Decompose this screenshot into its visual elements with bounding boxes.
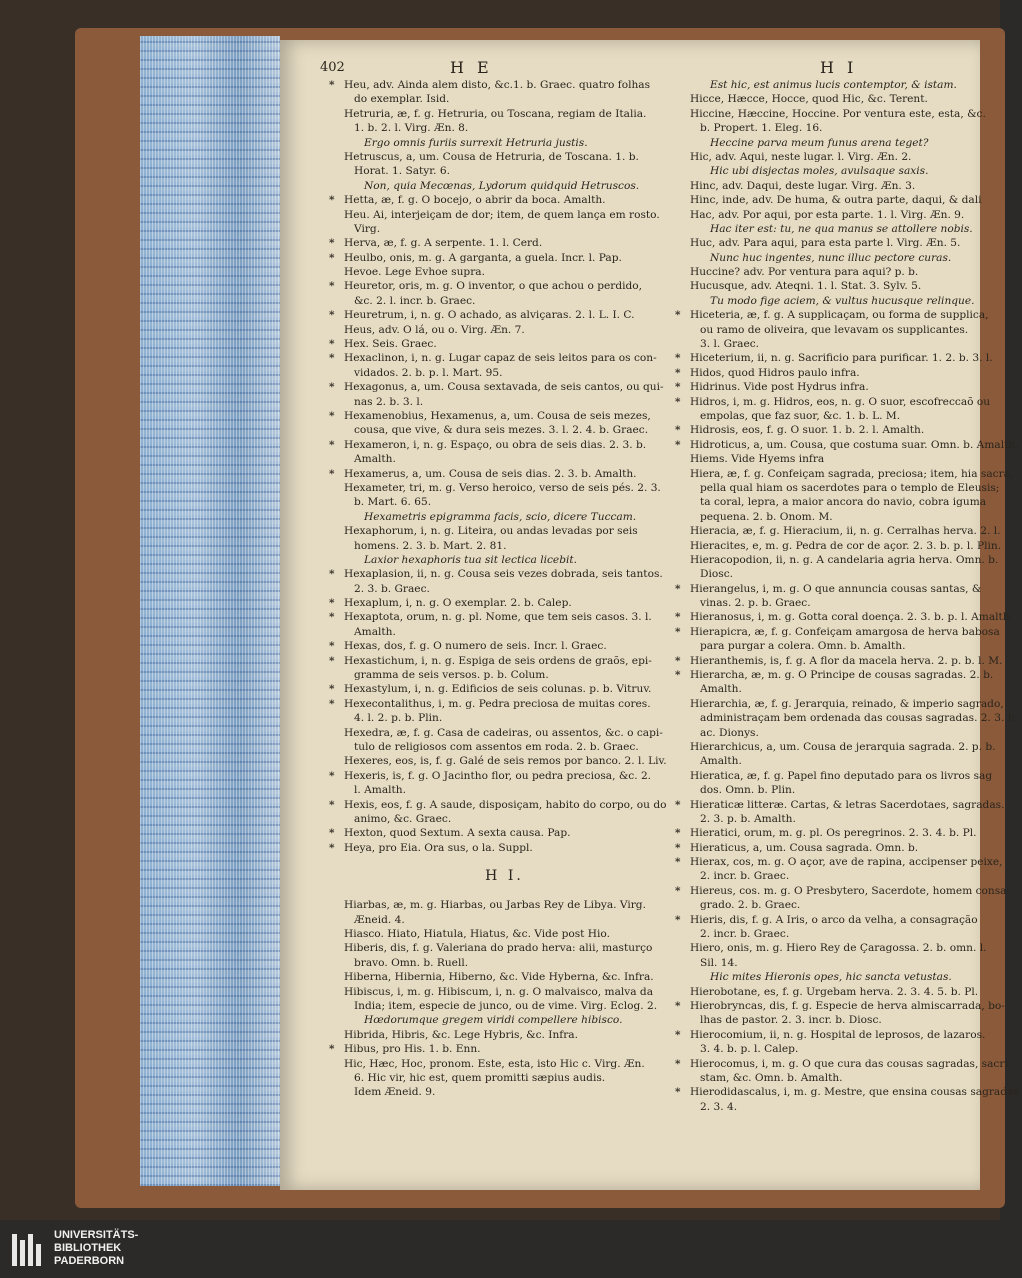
- entry-text: 2. 3. 4.: [700, 1100, 738, 1113]
- entry-line: [332, 452, 677, 466]
- entry-line: [332, 941, 677, 955]
- entry-line: [678, 265, 978, 279]
- entry-line: [332, 596, 677, 610]
- entry-line: [332, 654, 677, 668]
- entry-line: [678, 927, 978, 941]
- entry-text: Herva, æ, f. g. A serpente. 1. l. Cerd.: [344, 237, 543, 250]
- entry-text: Hiero, onis, m. g. Hiero Rey de Çaragossa. 2. b. omn. l.: [690, 942, 987, 955]
- entry-text: homens. 2. 3. b. Mart. 2. 81.: [354, 539, 507, 552]
- entry-text: stam, &c. Omn. b. Amalth.: [700, 1071, 843, 1084]
- entry-text: Hexamenobius, Hexamenus, a, um. Cousa de seis mezes,: [344, 409, 651, 422]
- entry-line: [332, 236, 677, 250]
- entry-text: Hieris, dis, f. g. A Iris, o arco da velha, a consagração: [690, 913, 978, 926]
- entry-text: 3. l. Graec.: [700, 338, 760, 351]
- entry-text: Heuretrum, i, n. g. O achado, as alviçaras. 2. l. L. I. C.: [344, 309, 635, 322]
- entry-line: [332, 1085, 677, 1099]
- entry-text: ou ramo de oliveira, que levavam os supplicantes.: [700, 323, 969, 336]
- entry-text: Hiberis, dis, f. g. Valeriana do prado herva: alii, masturço: [344, 942, 653, 955]
- entry-text: Hevoe. Lege Evhoe supra.: [344, 266, 485, 279]
- entry-line: [332, 409, 677, 423]
- entry-line: [678, 869, 978, 883]
- entry-line: [332, 841, 677, 855]
- entry-line: [678, 1100, 978, 1114]
- entry-text: pequena. 2. b. Onom. M.: [700, 510, 833, 523]
- entry-text: Amalth.: [354, 625, 396, 638]
- entry-text: Hierobryncas, dis, f. g. Especie de herva almiscarrada, bo-: [690, 1000, 1005, 1012]
- entry-line: [332, 927, 677, 941]
- entry-text: Hierocomium, ii, n. g. Hospital de leprosos, de lazaros.: [690, 1028, 986, 1041]
- entry-line: [678, 121, 978, 135]
- entry-text: Virg.: [354, 222, 381, 235]
- entry-text: Hiccine, Hæccine, Hoccine. Por ventura este, esta, &c.: [690, 107, 986, 120]
- entry-text: Hicce, Hæcce, Hocce, quod Hic, &c. Terent.: [690, 93, 928, 106]
- entry-text: Hiera, æ, f. g. Confeiçam sagrada, preciosa; item, hia sacra,: [690, 467, 1014, 480]
- entry-text: para purgar a colera. Omn. b. Amalth.: [700, 640, 906, 653]
- entry-line: [678, 524, 1001, 538]
- entry-text: 2. incr. b. Graec.: [700, 870, 790, 883]
- entry-text: ac. Dionys.: [700, 726, 759, 739]
- entry-line: [332, 323, 677, 337]
- entry-text: India; item, especie de junco, ou de vime. Virg. Eclog. 2.: [354, 1000, 658, 1012]
- entry-line: [678, 783, 978, 797]
- entry-text: Hexastylum, i, n. g. Edificios de seis colunas. p. b. Vitruv.: [344, 683, 652, 696]
- entry-line: [678, 222, 978, 236]
- entry-text: Heu, adv. Ainda alem disto, &c.1. b. Graec. quatro folhas: [344, 79, 651, 91]
- entry-line: [332, 567, 677, 581]
- entry-text: Hic ubi disjectas moles, avulsaque saxis.: [710, 165, 929, 178]
- entry-text: Hic, adv. Aqui, neste lugar. l. Virg. Æn. 2.: [690, 150, 912, 163]
- entry-text: Hiarbas, æ, m. g. Hiarbas, ou Jarbas Rey de Libya. Virg.: [344, 899, 646, 912]
- entry-text: Heu. Ai, interjeiçam de dor; item, de quem lança em rosto.: [344, 208, 660, 221]
- entry-text: b. Propert. 1. Eleg. 16.: [700, 122, 823, 135]
- entry-text: Hexaptota, orum, n. g. pl. Nome, que tem seis casos. 3. l.: [344, 611, 652, 624]
- entry-line: [332, 279, 677, 293]
- entry-line: [678, 481, 1000, 495]
- entry-text: &c. 2. l. incr. b. Graec.: [354, 294, 476, 307]
- entry-line: [332, 524, 677, 538]
- entry-text: 2. incr. b. Graec.: [700, 928, 790, 941]
- entry-line: [332, 121, 677, 135]
- entry-text: 3. 4. b. p. l. Calep.: [700, 1043, 799, 1056]
- line-gap: [332, 855, 677, 869]
- running-head-right: H I: [820, 58, 858, 77]
- section-heading: [332, 869, 677, 883]
- entry-line: [678, 423, 978, 437]
- entry-line: [332, 351, 677, 365]
- entry-text: Hexaphorum, i, n. g. Liteira, ou andas levadas por seis: [344, 525, 638, 538]
- entry-text: animo, &c. Graec.: [354, 812, 452, 825]
- entry-line: [678, 78, 978, 92]
- entry-line: [332, 539, 677, 553]
- entry-line: [678, 323, 978, 337]
- entry-text: Hiceterium, ii, n. g. Sacrificio para purificar. 1. 2. b. 3. l.: [690, 352, 993, 365]
- entry-line: [678, 639, 978, 653]
- entry-text: Laxior hexaphoris tua sit lectica licebit.: [364, 553, 577, 566]
- entry-text: Hexton, quod Sextum. A sexta causa. Pap.: [344, 827, 571, 840]
- entry-line: [332, 625, 677, 639]
- entry-line: [332, 610, 677, 624]
- entry-text: Hexecontalithus, i, m. g. Pedra preciosa de muitas cores.: [344, 697, 651, 710]
- entry-text: Hetta, æ, f. g. O bocejo, o abrir da boca. Amalth.: [344, 194, 606, 207]
- entry-text: Hiereus, cos. m. g. O Presbytero, Sacerdote, homem consa-: [690, 884, 1011, 897]
- entry-text: H I.: [485, 868, 524, 885]
- entry-text: Hierangelus, i, m. g. O que annuncia cousas santas, &: [690, 582, 982, 595]
- entry-text: Hœdorumque gregem viridi compellere hibisco.: [364, 1014, 623, 1027]
- entry-line: [332, 812, 677, 826]
- entry-line: [332, 265, 677, 279]
- logo-line-3: PADERBORN: [54, 1255, 125, 1267]
- entry-text: Hieratici, orum, m. g. pl. Os peregrinos. 2. 3. 4. b. Pl.: [690, 827, 977, 840]
- entry-line: [678, 553, 999, 567]
- entry-text: Hieraticus, a, um. Cousa sagrada. Omn. b.: [690, 841, 919, 854]
- entry-text: Huccine? adv. Por ventura para aqui? p. b.: [690, 266, 919, 279]
- entry-text: Hexeres, eos, is, f. g. Galé de seis remos por banco. 2. l. Liv.: [344, 755, 667, 768]
- entry-line: [678, 841, 978, 855]
- entry-line: [678, 452, 978, 466]
- entry-line: [678, 294, 978, 308]
- entry-line: [678, 510, 978, 524]
- entry-text: Hierarchicus, a, um. Cousa de jerarquia sagrada. 2. p. b.: [690, 740, 996, 753]
- entry-line: [678, 495, 987, 509]
- entry-text: Ergo omnis furiis surrexit Hetruria justis.: [364, 136, 588, 149]
- entry-line: [332, 337, 677, 351]
- entry-line: [678, 409, 978, 423]
- line-gap: [332, 884, 677, 898]
- entry-line: [678, 438, 1019, 452]
- entry-text: Hexamerus, a, um. Cousa de seis dias. 2. 3. b. Amalth.: [344, 467, 637, 480]
- entry-line: [332, 179, 677, 193]
- entry-line: [678, 467, 1014, 481]
- entry-line: [332, 582, 677, 596]
- entry-text: Hidros, i, m. g. Hidros, eos, n. g. O suor, escofreccaõ ou: [690, 395, 991, 408]
- entry-line: [332, 769, 677, 783]
- entry-text: 6. Hic vir, hic est, quem promitti sæpius audis.: [354, 1071, 606, 1084]
- entry-text: Hexaclinon, i, n. g. Lugar capaz de seis leitos para os con-: [344, 352, 657, 365]
- entry-text: Heus, adv. O lá, ou o. Virg. Æn. 7.: [344, 323, 525, 336]
- entry-text: Hic mites Hieronis opes, hic sancta vetustas.: [710, 971, 952, 984]
- entry-line: [678, 985, 978, 999]
- entry-text: gramma de seis versos. p. b. Colum.: [354, 669, 549, 682]
- entry-text: Hexastichum, i, n. g. Espiga de seis ordens de graõs, epi-: [344, 654, 652, 667]
- entry-text: Hetruscus, a, um. Cousa de Hetruria, de Toscana. 1. b.: [344, 150, 639, 163]
- entry-text: Hidroticus, a, um. Cousa, que costuma suar. Omn. b. Amalth.: [690, 438, 1019, 451]
- entry-text: vinas. 2. p. b. Graec.: [700, 597, 811, 610]
- entry-text: Hexas, dos, f. g. O numero de seis. Incr. l. Graec.: [344, 640, 607, 653]
- entry-text: b. Mart. 6. 65.: [354, 496, 432, 509]
- entry-text: Hexametris epigramma facis, scio, dicere Tuccam.: [364, 510, 637, 523]
- entry-line: [678, 208, 978, 222]
- entry-text: Hidos, quod Hidros paulo infra.: [690, 366, 860, 379]
- entry-line: [678, 769, 993, 783]
- entry-text: Tu modo fige aciem, & vultus hucusque relinque.: [710, 294, 975, 307]
- entry-text: Diosc.: [700, 568, 733, 581]
- entry-text: Hex. Seis. Graec.: [344, 338, 437, 351]
- entry-line: [678, 1013, 978, 1027]
- entry-line: [678, 136, 978, 150]
- entry-line: [332, 711, 677, 725]
- entry-line: [332, 366, 677, 380]
- entry-text: Hierapicra, æ, f. g. Confeiçam amargosa de herva babosa: [690, 625, 1000, 638]
- entry-line: [332, 1057, 677, 1071]
- entry-text: Hexaplum, i, n. g. O exemplar. 2. b. Calep.: [344, 597, 572, 610]
- entry-line: [678, 1071, 978, 1085]
- entry-line: [332, 754, 677, 768]
- entry-text: Amalth.: [700, 683, 742, 696]
- entry-text: Hexameter, tri, m. g. Verso heroico, verso de seis pés. 2. 3.: [344, 481, 661, 494]
- entry-text: pella qual hiam os sacerdotes para o templo de Eleusis;: [700, 481, 1000, 494]
- entry-line: [332, 380, 677, 394]
- entry-text: Huc, adv. Para aqui, para esta parte l. Virg. Æn. 5.: [690, 237, 961, 250]
- entry-line: [678, 610, 1014, 624]
- entry-text: Hexeris, is, f. g. O Jacintho flor, ou pedra preciosa, &c. 2.: [344, 769, 652, 782]
- entry-line: [332, 251, 677, 265]
- entry-line: [678, 798, 1005, 812]
- entry-text: bravo. Omn. b. Ruell.: [354, 956, 469, 969]
- entry-line: [332, 294, 677, 308]
- logo-line-2: BIBLIOTHEK: [54, 1242, 122, 1254]
- entry-text: 2. 3. p. b. Amalth.: [700, 812, 796, 825]
- entry-line: [678, 956, 978, 970]
- right-column: [678, 78, 1022, 1114]
- entry-text: Hieranosus, i, m. g. Gotta coral doença. 2. 3. b. p. l. Amalth.: [690, 611, 1014, 624]
- entry-text: Hierarchia, æ, f. g. Jerarquia, reinado, & imperio sagrado,: [690, 697, 1004, 710]
- entry-line: [332, 697, 677, 711]
- entry-text: Æneid. 4.: [354, 913, 405, 926]
- entry-line: [678, 251, 978, 265]
- entry-line: [678, 193, 982, 207]
- entry-text: Sil. 14.: [700, 956, 738, 969]
- entry-line: [678, 668, 994, 682]
- entry-line: [332, 164, 677, 178]
- entry-line: [678, 826, 978, 840]
- entry-text: Hierobotane, es, f. g. Urgebam herva. 2. 3. 4. 5. b. Pl.: [690, 985, 979, 998]
- entry-text: Hieracopodion, ii, n. g. A candelaria agria herva. Omn. b.: [690, 553, 999, 566]
- entry-line: [332, 970, 677, 984]
- entry-line: [678, 941, 987, 955]
- entry-text: Hiems. Vide Hyems infra: [690, 453, 825, 466]
- entry-text: Non, quia Mecœnas, Lydorum quidquid Hetruscos.: [364, 179, 640, 192]
- entry-text: Hiceteria, æ, f. g. A supplicaçam, ou forma de supplica,: [690, 309, 989, 322]
- entry-line: [332, 510, 677, 524]
- entry-text: Hetruria, æ, f. g. Hetruria, ou Toscana, regiam de Italia.: [344, 107, 647, 120]
- entry-text: empolas, que faz suor, &c. 1. b. L. M.: [700, 409, 901, 422]
- entry-text: grado. 2. b. Graec.: [700, 899, 801, 912]
- entry-text: Hexameron, i, n. g. Espaço, ou obra de seis dias. 2. 3. b.: [344, 438, 647, 451]
- entry-text: Hac iter est: tu, ne qua manus se attollere nobis.: [710, 222, 973, 235]
- entry-line: [332, 208, 677, 222]
- entry-line: [332, 107, 677, 121]
- entry-text: Hinc, inde, adv. De huma, & outra parte, daqui, & dali: [690, 194, 982, 207]
- entry-line: [678, 697, 1004, 711]
- entry-text: tulo de religiosos com assentos em roda. 2. b. Graec.: [354, 740, 639, 753]
- entry-text: Heya, pro Eia. Ora sus, o la. Suppl.: [344, 841, 533, 854]
- entry-line: [678, 999, 1005, 1013]
- entry-line: [332, 150, 677, 164]
- entry-line: [332, 222, 677, 236]
- entry-line: [332, 956, 677, 970]
- entry-line: [678, 898, 978, 912]
- page-edges-blue-sprinkled: [140, 36, 280, 1186]
- entry-line: [678, 92, 978, 106]
- entry-text: l. Amalth.: [354, 784, 406, 797]
- entry-line: [332, 1042, 677, 1056]
- entry-line: [332, 78, 677, 92]
- entry-line: [332, 999, 677, 1013]
- entry-text: administraçam bem ordenada das cousas sagradas. 2. 3. b.: [700, 712, 1018, 725]
- entry-text: Hieracia, æ, f. g. Hieracium, ii, n. g. Cerralhas herva. 2. l.: [690, 525, 1001, 538]
- entry-line: [678, 279, 978, 293]
- entry-line: [678, 754, 978, 768]
- entry-text: Hexaplasion, ii, n. g. Cousa seis vezes dobrada, seis tantos.: [344, 568, 663, 581]
- library-logo-text: [54, 1229, 138, 1268]
- entry-text: Amalth.: [700, 755, 742, 768]
- entry-line: [332, 668, 677, 682]
- entry-line: [678, 1042, 978, 1056]
- entry-text: Hucusque, adv. Ateqni. 1. l. Stat. 3. Sylv. 5.: [690, 280, 922, 293]
- entry-text: ta coral, lepra, a maior ancora do navio, cobra iguma: [700, 496, 987, 509]
- entry-line: [332, 913, 677, 927]
- entry-text: 2. 3. b. Graec.: [354, 582, 430, 595]
- entry-line: [678, 380, 978, 394]
- entry-text: Hac, adv. Por aqui, por esta parte. 1. l. Virg. Æn. 9.: [690, 208, 965, 221]
- entry-line: [678, 1028, 986, 1042]
- entry-text: Hiberna, Hibernia, Hiberno, &c. Vide Hyberna, &c. Infra.: [344, 971, 654, 984]
- entry-line: [678, 913, 978, 927]
- entry-line: [332, 826, 677, 840]
- entry-line: [332, 1028, 677, 1042]
- entry-line: [332, 467, 677, 481]
- entry-line: [678, 726, 978, 740]
- entry-text: cousa, que vive, & dura seis mezes. 3. l. 2. 4. b. Graec.: [354, 424, 649, 437]
- entry-line: [678, 596, 978, 610]
- entry-line: [678, 308, 989, 322]
- entry-line: [678, 654, 1003, 668]
- entry-line: [332, 798, 677, 812]
- entry-line: [332, 1013, 677, 1027]
- entry-text: Hexis, eos, f. g. A saude, disposiçam, habito do corpo, ou do: [344, 798, 667, 811]
- entry-line: [678, 366, 978, 380]
- entry-line: [332, 740, 677, 754]
- entry-line: [332, 682, 677, 696]
- entry-text: Heulbo, onis, m. g. A garganta, a guela. Incr. l. Pap.: [344, 251, 622, 264]
- entry-text: Hiasco. Hiato, Hiatula, Hiatus, &c. Vide post Hio.: [344, 928, 610, 941]
- entry-line: [332, 783, 677, 797]
- entry-line: [678, 236, 978, 250]
- entry-text: Est hic, est animus lucis contemptor, & istam.: [710, 79, 957, 91]
- entry-text: Hieracites, e, m. g. Pedra de cor de açor. 2. 3. b. p. l. Plin.: [690, 539, 1002, 552]
- entry-line: [678, 682, 978, 696]
- entry-text: Hierax, cos, m. g. O açor, ave de rapina, accipenser peixe,: [690, 856, 1003, 869]
- entry-line: [678, 740, 996, 754]
- entry-line: [678, 179, 978, 193]
- entry-text: vidados. 2. b. p. l. Mart. 95.: [354, 366, 503, 379]
- entry-text: Hierodidascalus, i, m. g. Mestre, que ensina cousas sagradas.: [690, 1086, 1022, 1099]
- entry-text: Heccine parva meum funus arena teget?: [710, 136, 929, 149]
- entry-line: [678, 351, 993, 365]
- entry-line: [332, 1071, 677, 1085]
- entry-text: Heuretor, oris, m. g. O inventor, o que achou o perdido,: [344, 280, 643, 293]
- running-head-left: H E: [450, 58, 493, 77]
- entry-text: 4. l. 2. p. b. Plin.: [354, 712, 443, 725]
- entry-line: [678, 1057, 1012, 1071]
- entry-line: [678, 855, 1003, 869]
- entry-text: Hieratica, æ, f. g. Papel fino deputado para os livros sag: [690, 769, 993, 782]
- entry-line: [678, 395, 991, 409]
- entry-line: [332, 985, 677, 999]
- entry-text: Hieraticæ litteræ. Cartas, & letras Sacerdotaes, sagradas.: [690, 798, 1005, 811]
- entry-text: Hic, Hæc, Hoc, pronom. Este, esta, isto Hic c. Virg. Æn.: [344, 1057, 645, 1070]
- entry-line: [678, 150, 978, 164]
- entry-text: Hidrosis, eos, f. g. O suor. 1. b. 2. l. Amalth.: [690, 424, 925, 437]
- library-logo: [0, 1226, 160, 1278]
- entry-text: nas 2. b. 3. l.: [354, 395, 424, 408]
- entry-line: [678, 625, 1000, 639]
- entry-line: [678, 337, 978, 351]
- entry-line: [332, 898, 677, 912]
- entry-line: [678, 884, 1011, 898]
- entry-text: Hieranthemis, is, f. g. A flor da macela herva. 2. p. b. l. M.: [690, 654, 1003, 667]
- entry-text: Hexagonus, a, um. Cousa sextavada, de seis cantos, ou qui-: [344, 381, 664, 394]
- left-column: [332, 78, 677, 1100]
- entry-text: Hexedra, æ, f. g. Casa de cadeiras, ou assentos, &c. o capi-: [344, 726, 663, 739]
- page-number: 402: [320, 60, 345, 75]
- entry-line: [678, 970, 978, 984]
- entry-line: [332, 553, 677, 567]
- entry-text: Nunc huc ingentes, nunc illuc pectore curas.: [710, 251, 952, 264]
- entry-text: Amalth.: [354, 453, 396, 466]
- entry-line: [678, 1085, 1022, 1099]
- entry-line: [332, 193, 677, 207]
- entry-line: [678, 107, 986, 121]
- entry-line: [678, 711, 1018, 725]
- library-logo-mark-icon: [10, 1230, 48, 1270]
- entry-line: [332, 495, 677, 509]
- entry-text: 1. b. 2. l. Virg. Æn. 8.: [354, 122, 469, 135]
- entry-line: [332, 92, 677, 106]
- entry-line: [332, 438, 677, 452]
- entry-text: Hibiscus, i, m. g. Hibiscum, i, n. g. O malvaisco, malva da: [344, 985, 654, 998]
- entry-line: [332, 726, 677, 740]
- entry-line: [332, 395, 677, 409]
- dictionary-page: [280, 40, 1022, 1190]
- entry-text: lhas de pastor. 2. 3. incr. b. Diosc.: [700, 1014, 882, 1027]
- entry-text: Hierocomus, i, m. g. O que cura das cousas sagradas, sacri-: [690, 1057, 1012, 1070]
- entry-text: Hidrinus. Vide post Hydrus infra.: [690, 381, 869, 394]
- entry-line: [332, 308, 677, 322]
- entry-line: [332, 481, 677, 495]
- entry-line: [332, 423, 677, 437]
- entry-line: [678, 582, 982, 596]
- entry-line: [678, 567, 978, 581]
- entry-text: Hierarcha, æ, m. g. O Principe de cousas sagradas. 2. b.: [690, 669, 994, 682]
- entry-text: dos. Omn. b. Plin.: [700, 784, 796, 797]
- entry-text: Idem Æneid. 9.: [354, 1086, 436, 1099]
- entry-text: Hibrida, Hibris, &c. Lege Hybris, &c. Infra.: [344, 1028, 578, 1041]
- entry-line: [678, 539, 1002, 553]
- entry-text: do exemplar. Isid.: [354, 93, 450, 106]
- entry-line: [678, 812, 978, 826]
- entry-line: [332, 136, 677, 150]
- entry-text: Horat. 1. Satyr. 6.: [354, 165, 451, 178]
- logo-line-1: UNIVERSITÄTS-: [54, 1229, 139, 1241]
- entry-line: [332, 639, 677, 653]
- entry-text: Hinc, adv. Daqui, deste lugar. Virg. Æn. 3.: [690, 179, 916, 192]
- entry-line: [678, 164, 978, 178]
- entry-text: Hibus, pro His. 1. b. Enn.: [344, 1043, 481, 1056]
